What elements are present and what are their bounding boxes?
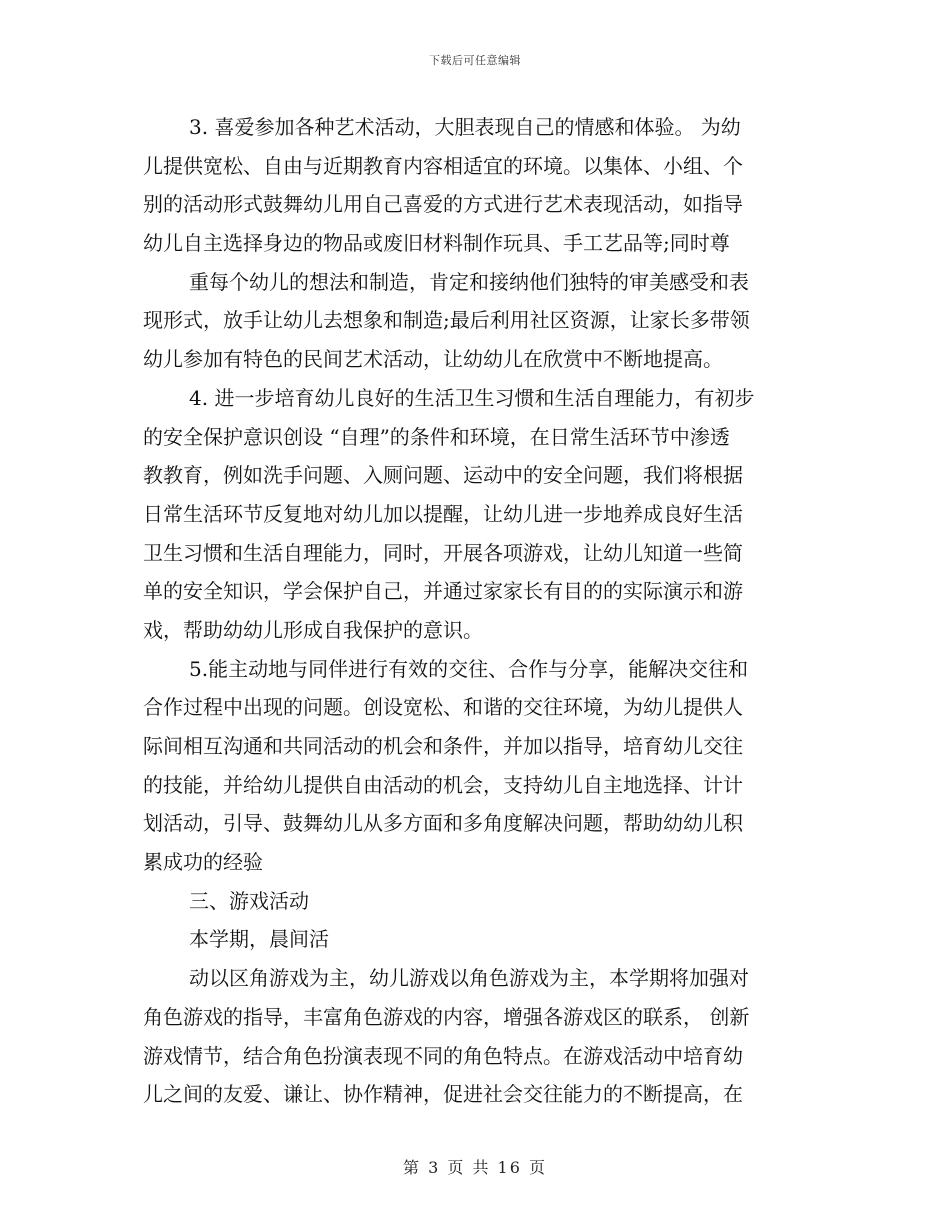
text-line: 别的活动形式鼓舞幼儿用自己喜爱的方式进行艺术表现活动，如指导	[143, 192, 743, 217]
text-line: 角色游戏的指导，丰富角色游戏的内容，增强各游戏区的联系， 创新	[143, 1004, 750, 1029]
text-line: 重每个幼儿的想法和制造，肯定和接纳他们独特的审美感受和表	[189, 269, 749, 294]
document-body	[143, 108, 809, 1114]
text-line: 儿之间的友爱、谦让、协作精神，促进社会交往能力的不断提高，在	[143, 1082, 743, 1107]
text-line: 的安全保护意识创设 “自理”的条件和环境，在日常生活环节中渗透	[143, 424, 730, 449]
text-line: 单的安全知识，学会保护自己，并通过家家长有目的的实际演示和游	[143, 579, 743, 604]
text-line: 5.能主动地与同伴进行有效的交往、合作与分享，能解决交往和	[189, 656, 749, 681]
text-line: 划活动，引导、鼓舞幼儿从多方面和多角度解决问题，帮助幼幼儿积	[143, 811, 743, 836]
text-line: 三、游戏活动	[189, 888, 309, 913]
text-line: 3. 喜爱参加各种艺术活动，大胆表现自己的情感和体验。 为幼	[189, 115, 741, 139]
text-line: 卫生习惯和生活自理能力，同时，开展各项游戏，让幼儿知道一些简	[143, 540, 743, 565]
text-line: 合作过程中出现的问题。创设宽松、和谐的交往环境，为幼儿提供人	[143, 695, 743, 720]
text-line: 际间相互沟通和共同活动的机会和条件，并加以指导，培育幼儿交往	[143, 734, 743, 758]
text-line: 幼儿参加有特色的民间艺术活动，让幼幼儿在欣赏中不断地提高。	[143, 347, 723, 372]
text-line: 日常生活环节反复地对幼儿加以提醒，让幼儿进一步地养成良好生活	[143, 501, 743, 526]
text-line: 现形式，放手让幼儿去想象和制造;最后利用社区资源，让家长多带领	[143, 308, 750, 333]
text-line: 戏，帮助幼幼儿形成自我保护的意识。	[143, 617, 483, 642]
page-footer-number: 第 3 页 共 16 页	[403, 1158, 547, 1177]
page-header-note: 下载后可任意编辑	[429, 54, 521, 67]
text-line: 动以区角游戏为主，幼儿游戏以角色游戏为主，本学期将加强对	[189, 966, 749, 991]
text-line: 儿提供宽松、自由与近期教育内容相适宜的环境。以集体、小组、个	[143, 153, 743, 178]
text-line: 教教育，例如洗手问题、入厕问题、运动中的安全问题，我们将根据	[143, 463, 743, 488]
text-line: 的技能，并给幼儿提供自由活动的机会，支持幼儿自主地选择、计计	[143, 772, 743, 797]
text-line: 4. 进一步培育幼儿良好的生活卫生习惯和生活自理能力，有初步	[189, 385, 755, 410]
text-line: 累成功的经验	[143, 850, 263, 875]
text-line: 本学期，晨间活	[189, 927, 329, 952]
text-line: 幼儿自主选择身边的物品或废旧材料制作玩具、手工艺品等;同时尊	[143, 231, 730, 256]
text-line: 游戏情节，结合角色扮演表现不同的角色特点。在游戏活动中培育幼	[143, 1043, 743, 1068]
